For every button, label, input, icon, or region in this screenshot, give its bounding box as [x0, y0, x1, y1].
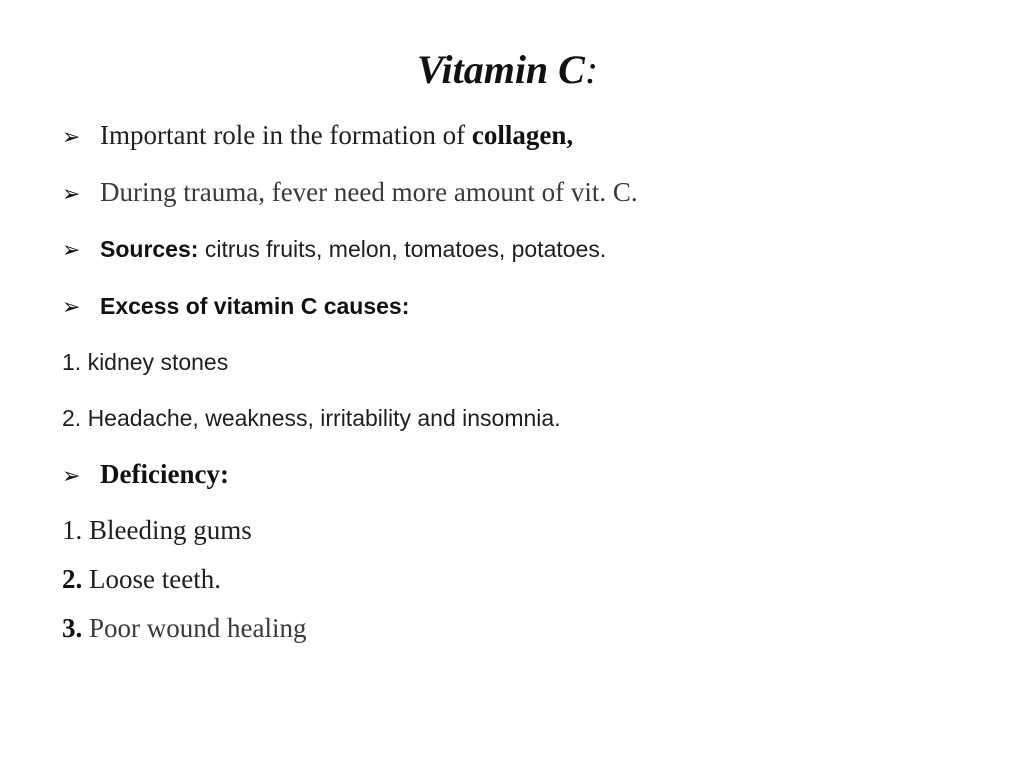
- collagen-bold: collagen,: [471, 120, 574, 150]
- headache-text: 2. Headache, weakness, irritability and insomnia.: [62, 405, 561, 431]
- arrow-bullet-icon: ➢: [62, 464, 81, 489]
- bullet-deficiency: [62, 459, 229, 490]
- item-number-3: 3.: [62, 613, 83, 643]
- slide-title: [417, 46, 598, 94]
- excess-item-2: [62, 405, 561, 432]
- bullet-excess: [62, 293, 409, 320]
- title-text: Vitamin C: [417, 47, 585, 92]
- sources-text: citrus fruits, melon, tomatoes, potatoes.: [198, 236, 607, 262]
- bleeding-gums-text: 1. Bleeding gums: [62, 515, 252, 545]
- arrow-bullet-icon: ➢: [62, 238, 81, 263]
- arrow-bullet-icon: ➢: [62, 182, 81, 207]
- bullet-collagen: [62, 120, 573, 151]
- deficiency-label: Deficiency:: [100, 459, 229, 489]
- collagen-text: Important role in the formation of: [100, 120, 472, 150]
- arrow-bullet-icon: ➢: [62, 125, 81, 150]
- bullet-trauma: [62, 177, 638, 208]
- loose-teeth-text: Loose teeth.: [82, 564, 221, 594]
- title-colon: :: [584, 47, 599, 92]
- deficiency-item-3: [62, 613, 306, 644]
- deficiency-item-1: [62, 515, 252, 546]
- trauma-text: During trauma, fever need more amount of vit. C.: [100, 177, 638, 207]
- arrow-bullet-icon: ➢: [62, 295, 81, 320]
- deficiency-item-2: [62, 564, 221, 595]
- wound-healing-text: Poor wound healing: [82, 613, 307, 643]
- excess-label: Excess of vitamin C causes:: [100, 293, 410, 319]
- item-number-2: 2.: [62, 564, 83, 594]
- sources-label: Sources:: [100, 236, 199, 262]
- bullet-sources: [62, 236, 606, 263]
- excess-item-1: [62, 349, 228, 376]
- kidney-stones-text: 1. kidney stones: [62, 349, 229, 375]
